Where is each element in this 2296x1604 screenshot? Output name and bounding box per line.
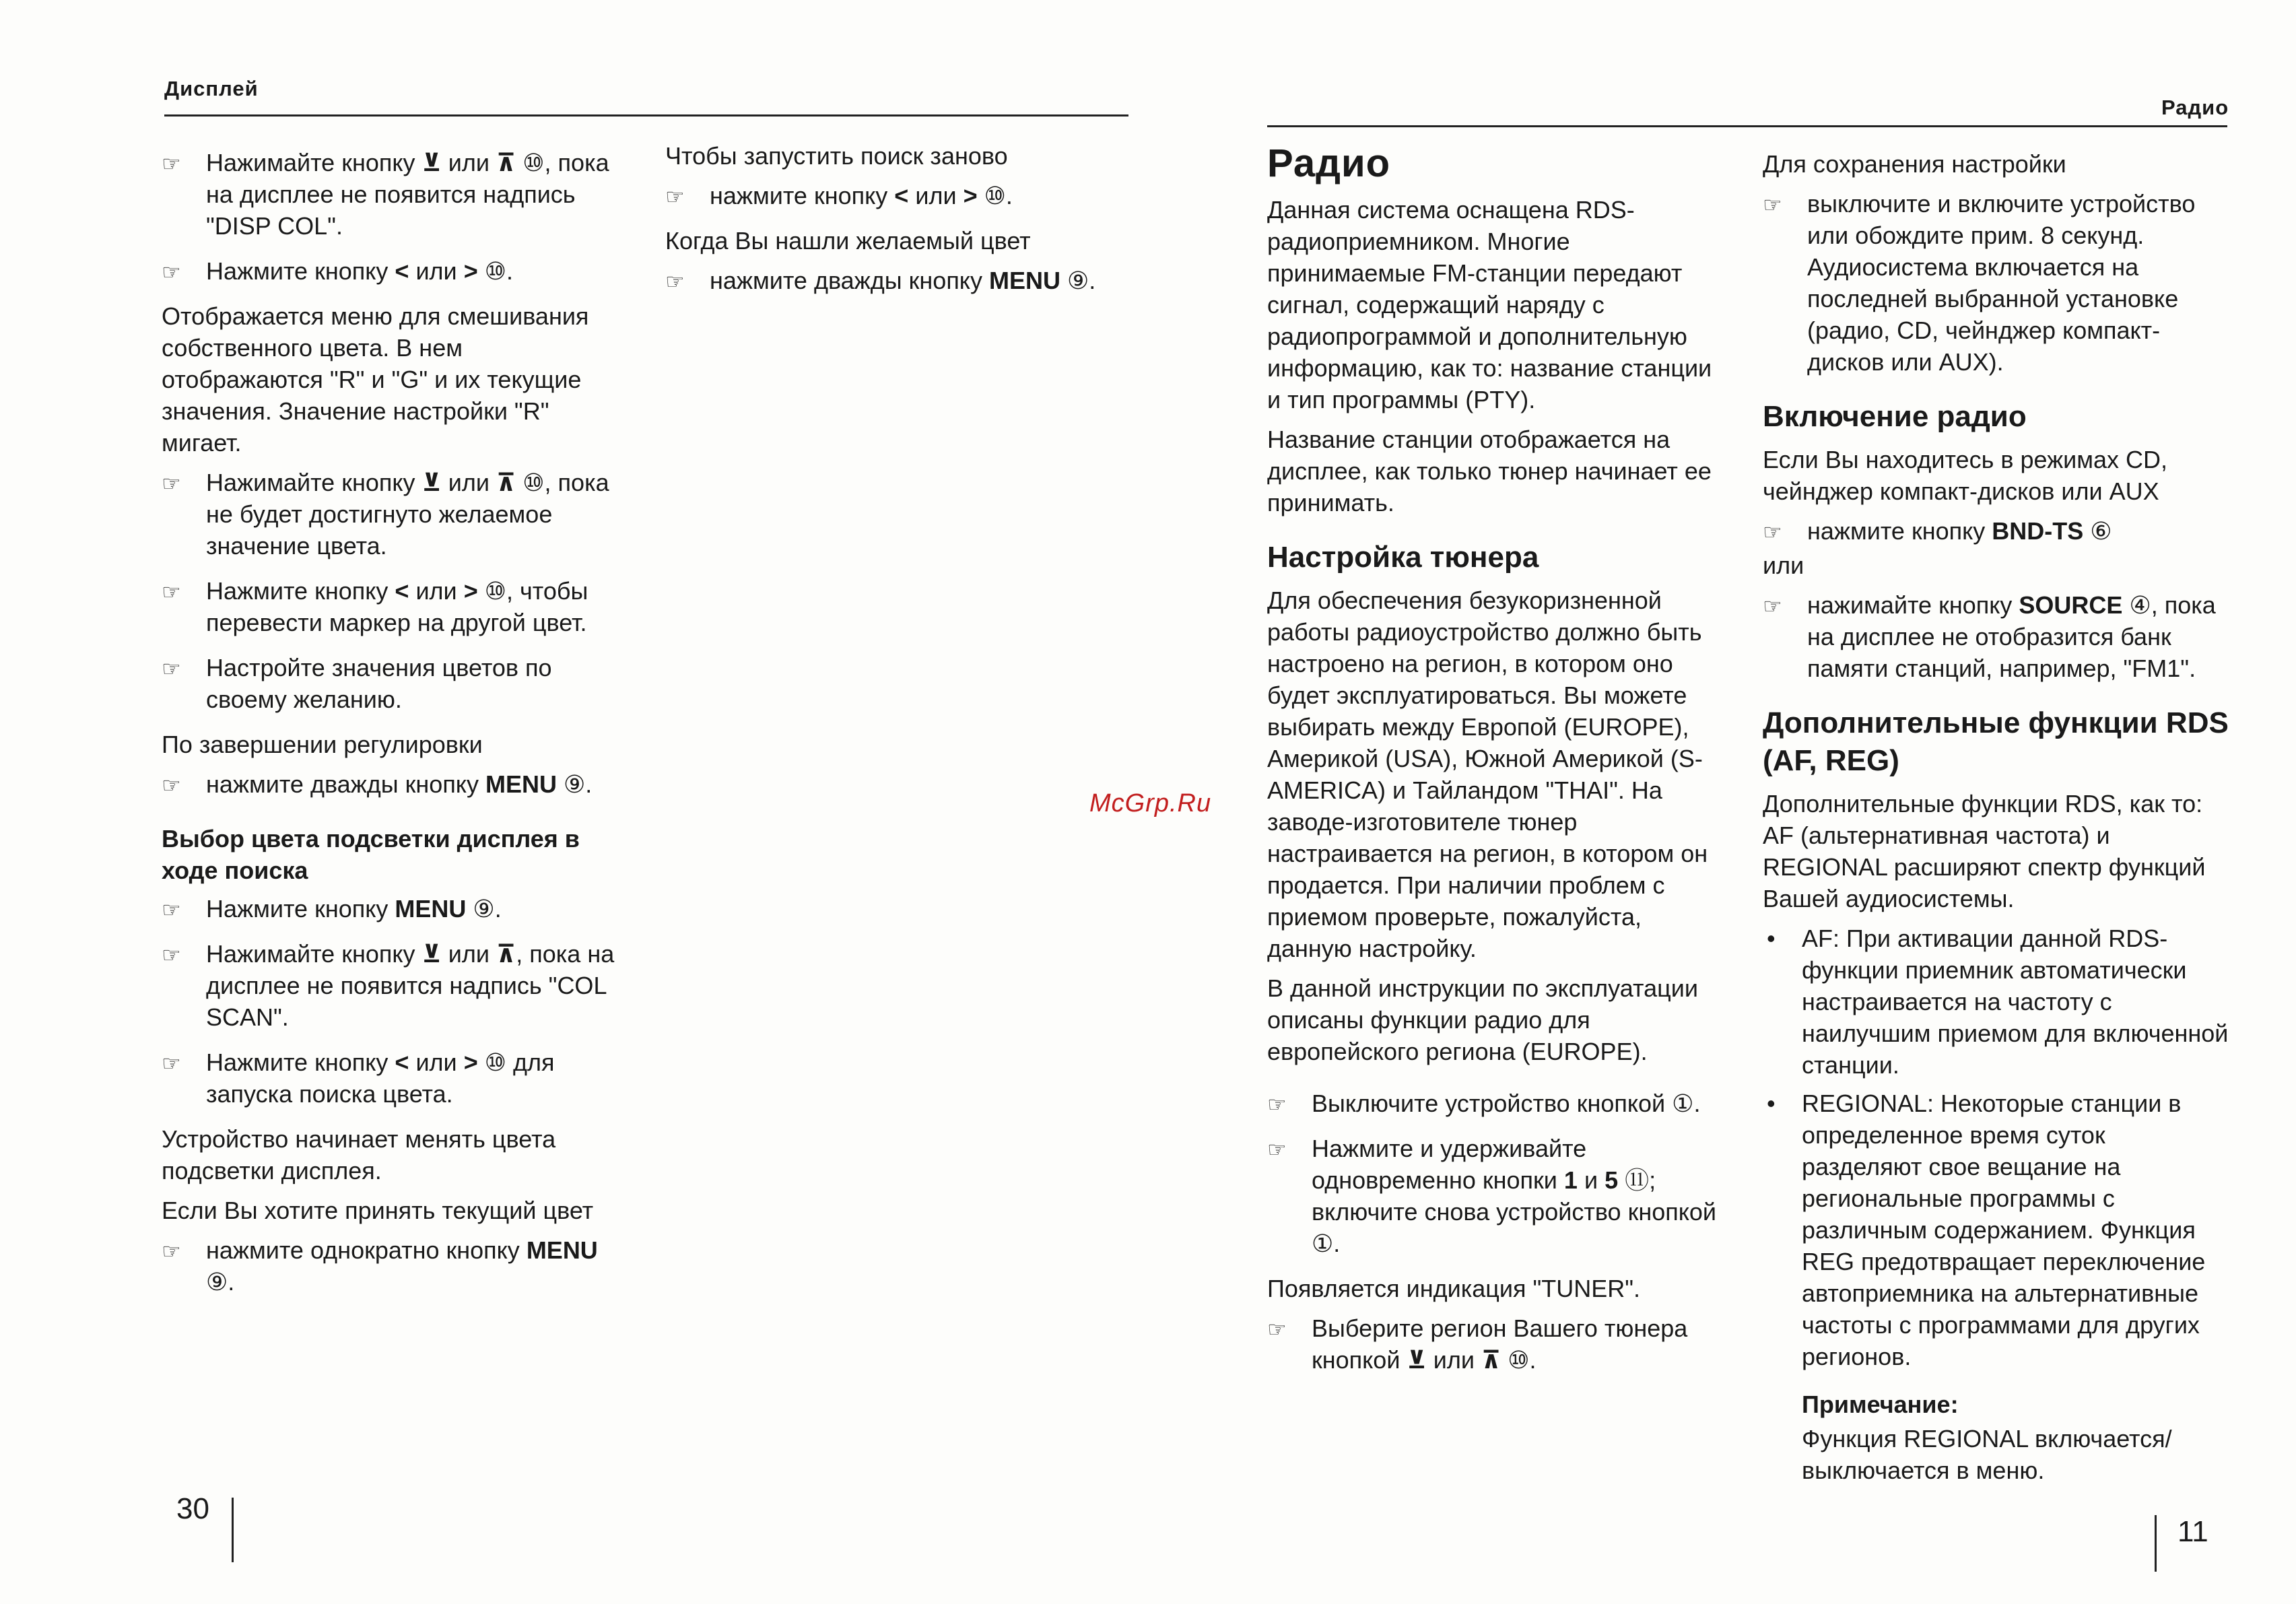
button-number: ⑩ xyxy=(484,257,507,285)
right-arrow-icon: > xyxy=(463,1048,478,1076)
step-item: ☞ нажмите однократно кнопку MENU ⑨. xyxy=(162,1236,598,1296)
button-number: ⑥ xyxy=(2090,517,2112,545)
paragraph: Для обеспечения безукоризненной работы радиоустройство должно быть настроено на регион, в котором оно будет эксплуатироваться. Вы можете выбирать между Европой (EUROPE), Америкой (USA), Южной Америкой (S-AMERICA) и Тайландом "THAI". На заводе-изготовителе тюнер настраивается на регион, в котором он продается. При наличии проблем с приемом проверьте, пожалуйста, данную настройку. xyxy=(1267,587,1708,962)
up-arrow-icon: ⊼ xyxy=(496,940,516,968)
section-heading: Включение радио xyxy=(1763,400,2027,433)
step-item: ☞ нажмите кнопку BND-TS ⑥ xyxy=(1763,515,2229,547)
menu-key: MENU xyxy=(988,267,1060,294)
left-header-rule xyxy=(164,114,1128,116)
pointer-hand-icon: ☞ xyxy=(162,1239,181,1263)
menu-key: MENU xyxy=(395,895,467,923)
paragraph: Появляется индикация "TUNER". xyxy=(1267,1275,1641,1302)
page-title: Радио xyxy=(1267,141,1391,185)
pointer-hand-icon: ☞ xyxy=(162,471,181,496)
bullet-dot: • xyxy=(1767,1090,1776,1117)
right-arrow-icon: > xyxy=(963,182,978,209)
paragraph: Отображается меню для смешивания собственного цвета. В нем отображаются "R" и "G" и их текущие значения. Значение настройки "R" мигает. xyxy=(162,302,589,457)
pointer-hand-icon: ☞ xyxy=(162,657,181,681)
button-number: ⑨ xyxy=(473,895,495,923)
step-item: ☞ нажимайте кнопку SOURCE ④, пока на дисплее не отобразится банк памяти станций, например, "FM1". xyxy=(1763,591,2216,682)
bullet-item: • REGIONAL: Некоторые станции в определенное время суток разделяют свое вещание на региональные программы с различным содержанием. Функция REG предотвращает переключение автоприемника на альтернативные частоты с программами для других регионов. xyxy=(1763,1088,2229,1372)
left-arrow-icon: < xyxy=(894,182,909,209)
section-heading: Настройка тюнера xyxy=(1267,541,1539,574)
step-item: ☞ Нажимайте кнопку ⊻ или ⊼, пока на дисплее не появится надпись "COL SCAN". xyxy=(162,940,615,1031)
button-number: ① xyxy=(1672,1090,1694,1117)
pointer-hand-icon: ☞ xyxy=(1267,1137,1287,1162)
button-number: ⑩ xyxy=(522,469,545,496)
bnd-ts-key: BND-TS xyxy=(1992,517,2084,545)
step-item: ☞ выключите и включите устройство или обождите прим. 8 секунд. Аудиосистема включается на последней выбранной установке (радио, CD, чейнджер компакт-дисков или AUX). xyxy=(1763,190,2196,376)
right-header-rule xyxy=(1267,125,2227,127)
paragraph: Дополнительные функции RDS, как то: AF (альтернативная частота) и REGIONAL расширяют спектр функций Вашей аудиосистемы. xyxy=(1763,790,2206,912)
source-key: SOURCE xyxy=(2019,591,2123,619)
right-col1 xyxy=(1267,140,1732,1389)
button-number: ⑩ xyxy=(1508,1346,1530,1374)
pointer-hand-icon: ☞ xyxy=(1763,193,1782,217)
pointer-hand-icon: ☞ xyxy=(1267,1092,1287,1116)
paragraph: Данная система оснащена RDS-радиоприемником. Многие принимаемые FM-станции передают сигнал, содержащий наряду с радиопрограммой и дополнительную информацию, как то: название станции и тип программы (PTY). xyxy=(1267,196,1712,413)
pointer-hand-icon: ☞ xyxy=(665,185,685,209)
paragraph: Название станции отображается на дисплее, как только тюнер начинает ее принимать. xyxy=(1267,426,1712,516)
left-page-number: 30 xyxy=(176,1492,209,1525)
section-heading: Дополнительные функции RDS (AF, REG) xyxy=(1763,706,2229,777)
up-arrow-icon: ⊼ xyxy=(496,149,516,176)
bullet-dot: • xyxy=(1767,925,1776,952)
step-item: ☞ Выберите регион Вашего тюнера кнопкой ⊻ или ⊼ ⑩. xyxy=(1267,1314,1688,1374)
button-number: ⑩ xyxy=(984,182,1006,209)
button-number: ⑩ xyxy=(522,149,545,176)
step-item: ☞ нажмите дважды кнопку MENU ⑨. xyxy=(162,768,626,800)
menu-key: MENU xyxy=(485,770,557,798)
button-number: ⑨ xyxy=(1067,267,1089,294)
pointer-hand-icon: ☞ xyxy=(162,773,181,797)
button-number: ④ xyxy=(2129,591,2151,619)
up-arrow-icon: ⊼ xyxy=(1481,1346,1501,1374)
step-item: ☞ Нажмите и удерживайте одновременно кнопки 1 и 5 ⑪; включите снова устройство кнопкой ①. xyxy=(1267,1135,1717,1257)
pointer-hand-icon: ☞ xyxy=(1267,1317,1287,1341)
paragraph: Если Вы хотите принять текущий цвет xyxy=(162,1197,594,1224)
button-number: ⑩ xyxy=(484,577,507,605)
bullet-item: • AF: При активации данной RDS-функции приемник автоматически настраивается на частоту с наилучшим приемом для включенной станции. xyxy=(1763,923,2229,1081)
step-item: ☞ Нажимайте кнопку ⊻ или ⊼ ⑩, пока на дисплее не появится надпись "DISP COL". xyxy=(162,149,609,240)
pointer-hand-icon: ☞ xyxy=(665,269,685,294)
right-page-number-bar xyxy=(2155,1515,2157,1572)
paragraph: Для сохранения настройки xyxy=(1763,150,2066,178)
step-item: ☞ Нажимайте кнопку ⊻ или ⊼ ⑩, пока не будет достигнуто желаемое значение цвета. xyxy=(162,469,609,560)
up-arrow-icon: ⊼ xyxy=(496,469,516,496)
pointer-hand-icon: ☞ xyxy=(162,152,181,176)
pointer-hand-icon: ☞ xyxy=(1763,520,1782,544)
left-col2 xyxy=(665,140,1130,310)
left-page-header: Дисплей xyxy=(164,77,259,100)
pointer-hand-icon: ☞ xyxy=(162,260,181,284)
paragraph: Когда Вы нашли желаемый цвет xyxy=(665,227,1031,255)
section-heading: Выбор цвета подсветки дисплея в ходе поиска xyxy=(162,825,580,884)
menu-key: MENU xyxy=(526,1236,598,1264)
right-page-header: Радио xyxy=(2161,96,2229,119)
step-item: ☞ Нажмите кнопку < или > ⑩, чтобы перевести маркер на другой цвет. xyxy=(162,577,588,636)
pointer-hand-icon: ☞ xyxy=(162,943,181,967)
left-col1 xyxy=(162,147,626,1311)
down-arrow-icon: ⊻ xyxy=(1407,1346,1427,1374)
paragraph: По завершении регулировки xyxy=(162,731,483,758)
left-arrow-icon: < xyxy=(395,1048,409,1076)
note-label: Примечание: xyxy=(1802,1391,1959,1418)
button-number: ⑨ xyxy=(206,1268,228,1296)
step-item: ☞ Нажмите кнопку MENU ⑨. xyxy=(162,893,626,925)
step-item: ☞ нажмите дважды кнопку MENU ⑨. xyxy=(665,265,1130,296)
step-item: ☞ Нажмите кнопку < или > ⑩. xyxy=(162,255,626,287)
down-arrow-icon: ⊻ xyxy=(421,940,442,968)
or-line: или xyxy=(1763,552,1804,579)
down-arrow-icon: ⊻ xyxy=(421,149,442,176)
button-number: ⑪ xyxy=(1625,1166,1650,1194)
right-col2 xyxy=(1763,148,2229,1486)
down-arrow-icon: ⊻ xyxy=(421,469,442,496)
step-item: ☞ Нажмите кнопку < или > ⑩ для запуска поиска цвета. xyxy=(162,1048,555,1108)
watermark: McGrp.Ru xyxy=(1089,789,1212,817)
step-item: ☞ Настройте значения цветов по своему желанию. xyxy=(162,654,552,713)
button-number: ⑨ xyxy=(564,770,586,798)
right-arrow-icon: > xyxy=(463,257,478,285)
right-page-number: 11 xyxy=(2177,1515,2208,1548)
pointer-hand-icon: ☞ xyxy=(162,580,181,604)
left-page-number-bar xyxy=(232,1498,234,1562)
note-text: Функция REGIONAL включается/выключается в меню. xyxy=(1802,1425,2172,1484)
paragraph: Если Вы находитесь в режимах CD, чейнджер компакт-дисков или AUX xyxy=(1763,446,2168,505)
step-item: ☞ нажмите кнопку < или > ⑩. xyxy=(665,180,1130,211)
pointer-hand-icon: ☞ xyxy=(1763,594,1782,618)
left-arrow-icon: < xyxy=(395,257,409,285)
pointer-hand-icon: ☞ xyxy=(162,1051,181,1075)
right-arrow-icon: > xyxy=(463,577,478,605)
step-item: ☞ Выключите устройство кнопкой ①. xyxy=(1267,1088,1732,1119)
paragraph: Устройство начинает менять цвета подсветки дисплея. xyxy=(162,1125,556,1184)
button-number: ⑩ xyxy=(484,1048,507,1076)
paragraph: Чтобы запустить поиск заново xyxy=(665,142,1008,170)
pointer-hand-icon: ☞ xyxy=(162,898,181,922)
left-arrow-icon: < xyxy=(395,577,409,605)
paragraph: В данной инструкции по эксплуатации описаны функции радио для европейского региона (EUROPE). xyxy=(1267,974,1698,1065)
